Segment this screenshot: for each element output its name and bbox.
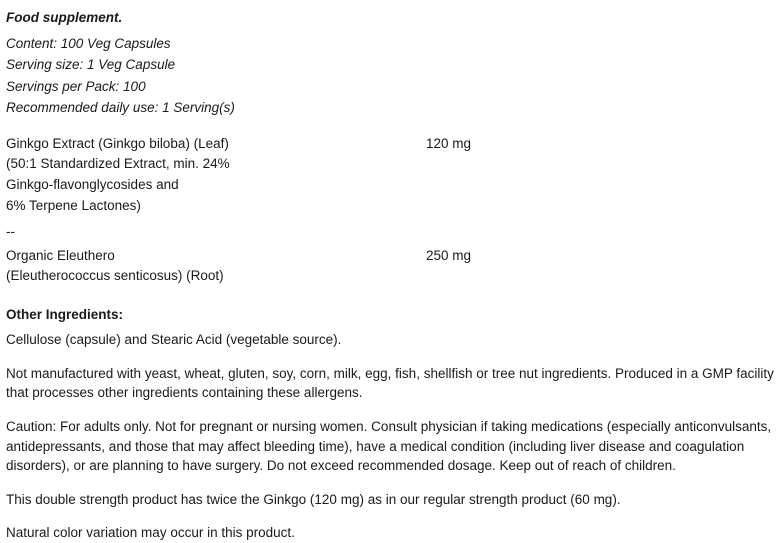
page-title: Food supplement. <box>6 10 123 25</box>
serving-info-line: Content: 100 Veg Capsules <box>6 35 171 51</box>
table-row <box>6 246 774 287</box>
ingredient-line: (Eleutherococcus senticosus) (Root) <box>6 268 224 284</box>
other-ingredients-title: Other Ingredients: <box>6 306 124 322</box>
serving-info-line: Serving size: 1 Veg Capsule <box>6 57 176 73</box>
ingredient-amount-cell: 250 mg <box>426 247 472 263</box>
ingredients-table <box>6 134 774 216</box>
ingredient-name-cell <box>6 134 426 216</box>
ingredient-line: Ginkgo-flavonglycosides and <box>6 176 179 192</box>
ingredient-spacer-cell <box>576 246 774 287</box>
caution-statement: Caution: For adults only. Not for pregnant or nursing women. Consult physician if taking medications (especially anticonvulsants, antidepressants, and those that may affect bleeding time), have a medical condition (including liver disease and coagulation disorders), or are planning to have surgery. Do not exceed recommended dosage. Keep out of reach of children. <box>6 419 772 474</box>
ingredient-line: Ginkgo Extract (Ginkgo biloba) (Leaf) <box>6 135 229 151</box>
table-row <box>6 134 774 216</box>
allergen-statement: Not manufactured with yeast, wheat, gluten, soy, corn, milk, egg, fish, shellfish or tree nut ingredients. Produced in a GMP facility that processes other ingredients containing these allergens. <box>6 365 774 401</box>
ingredient-amount-cell: 120 mg <box>426 135 472 151</box>
serving-info-block <box>6 34 774 118</box>
ingredient-name-cell <box>6 246 426 287</box>
other-ingredients-text: Cellulose (capsule) and Stearic Acid (vegetable source). <box>6 332 342 348</box>
color-variation-statement: Natural color variation may occur in this product. <box>6 525 295 541</box>
ingredient-line: (50:1 Standardized Extract, min. 24% <box>6 156 230 172</box>
ingredient-line: Organic Eleuthero <box>6 247 115 263</box>
strength-statement: This double strength product has twice the Ginkgo (120 mg) as in our regular strength product (60 mg). <box>6 491 621 507</box>
ingredient-line: 6% Terpene Lactones) <box>6 197 141 213</box>
serving-info-line: Recommended daily use: 1 Serving(s) <box>6 100 235 116</box>
serving-info-line: Servings per Pack: 100 <box>6 78 146 94</box>
ingredients-table-secondary <box>6 246 774 287</box>
ingredient-separator: -- <box>6 224 15 240</box>
ingredient-spacer-cell <box>576 134 774 216</box>
